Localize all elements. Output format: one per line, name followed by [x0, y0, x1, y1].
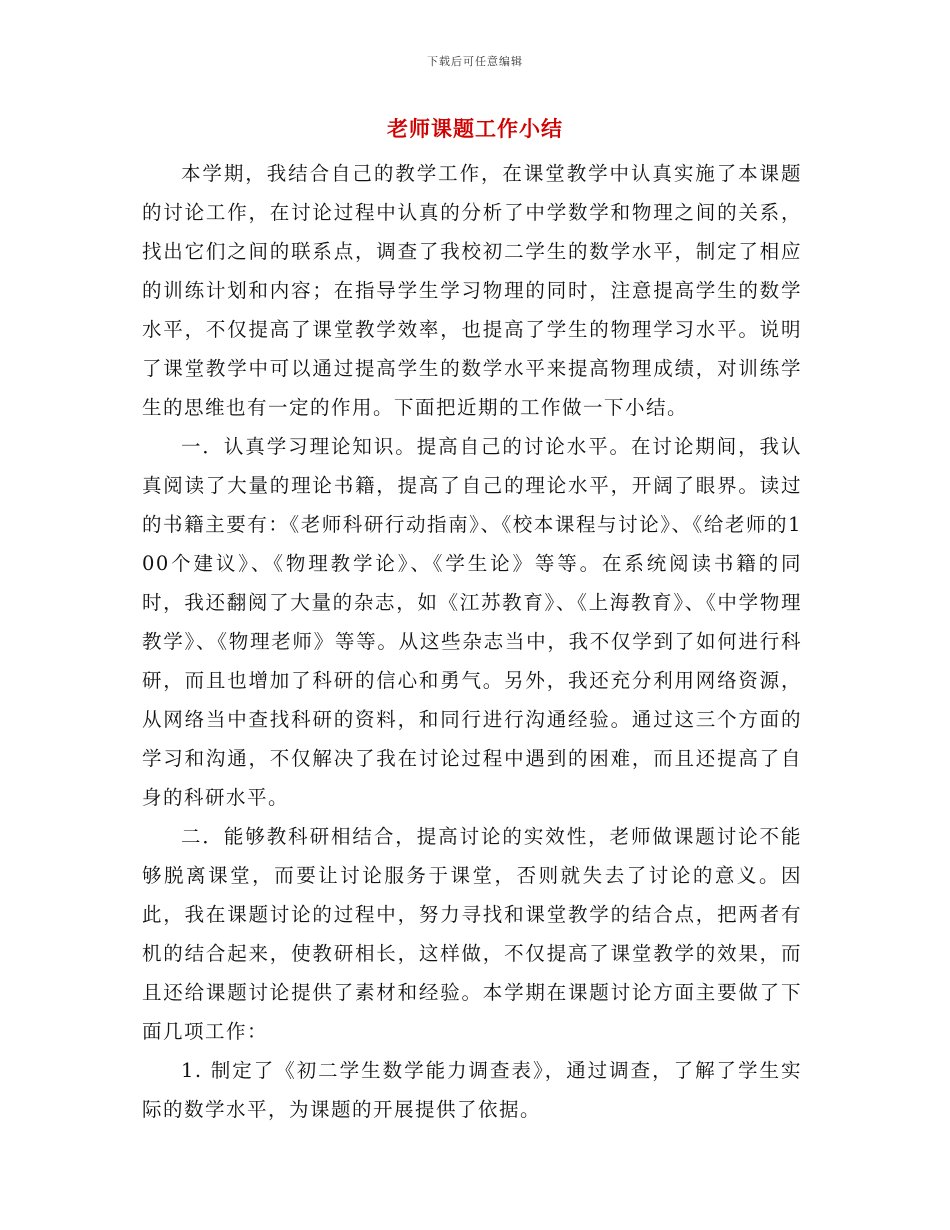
document-body	[142, 154, 802, 1129]
paragraph-section-one: 一．认真学习理论知识。提高自己的讨论水平。在讨论期间，我认真阅读了大量的理论书籍，提高了自己的理论水平，开阔了眼界。读过的书籍主要有：《老师科研行动指南》、《校本课程与讨论》、《给老师的100个建议》、《物理教学论》、《学生论》等等。在系统阅读书籍的同时，我还翻阅了大量的杂志，如《江苏教育》、《上海教育》、《中学物理教学》、《物理老师》等等。从这些杂志当中，我不仅学到了如何进行科研，而且也增加了科研的信心和勇气。另外，我还充分利用网络资源，从网络当中查找科研的资料，和同行进行沟通经验。通过这三个方面的学习和沟通，不仅解决了我在讨论过程中遇到的困难，而且还提高了自身的科研水平。	[142, 435, 802, 809]
paragraph-intro: 本学期，我结合自己的教学工作，在课堂教学中认真实施了本课题的讨论工作，在讨论过程中认真的分析了中学数学和物理之间的关系，找出它们之间的联系点，调查了我校初二学生的数学水平，制定了相应的训练计划和内容；在指导学生学习物理的同时，注意提高学生的数学水平，不仅提高了课堂教学效率，也提高了学生的物理学习水平。说明了课堂教学中可以通过提高学生的数学水平来提高物理成绩，对训练学生的思维也有一定的作用。下面把近期的工作做一下小结。	[142, 162, 802, 419]
paragraph-item-one: 1. 制定了《初二学生数学能力调查表》，通过调查，了解了学生实际的数学水平，为课题的开展提供了依据。	[142, 1059, 802, 1121]
header-note: 下载后可任意编辑	[427, 55, 523, 68]
paragraph-section-two: 二．能够教科研相结合，提高讨论的实效性，老师做课题讨论不能够脱离课堂，而要让讨论服务于课堂，否则就失去了讨论的意义。因此，我在课题讨论的过程中，努力寻找和课堂教学的结合点，把两者有机的结合起来，使教研相长，这样做，不仅提高了课堂教学的效果，而且还给课题讨论提供了素材和经验。本学期在课题讨论方面主要做了下面几项工作：	[142, 825, 802, 1043]
document-title: 老师课题工作小结	[387, 116, 563, 141]
